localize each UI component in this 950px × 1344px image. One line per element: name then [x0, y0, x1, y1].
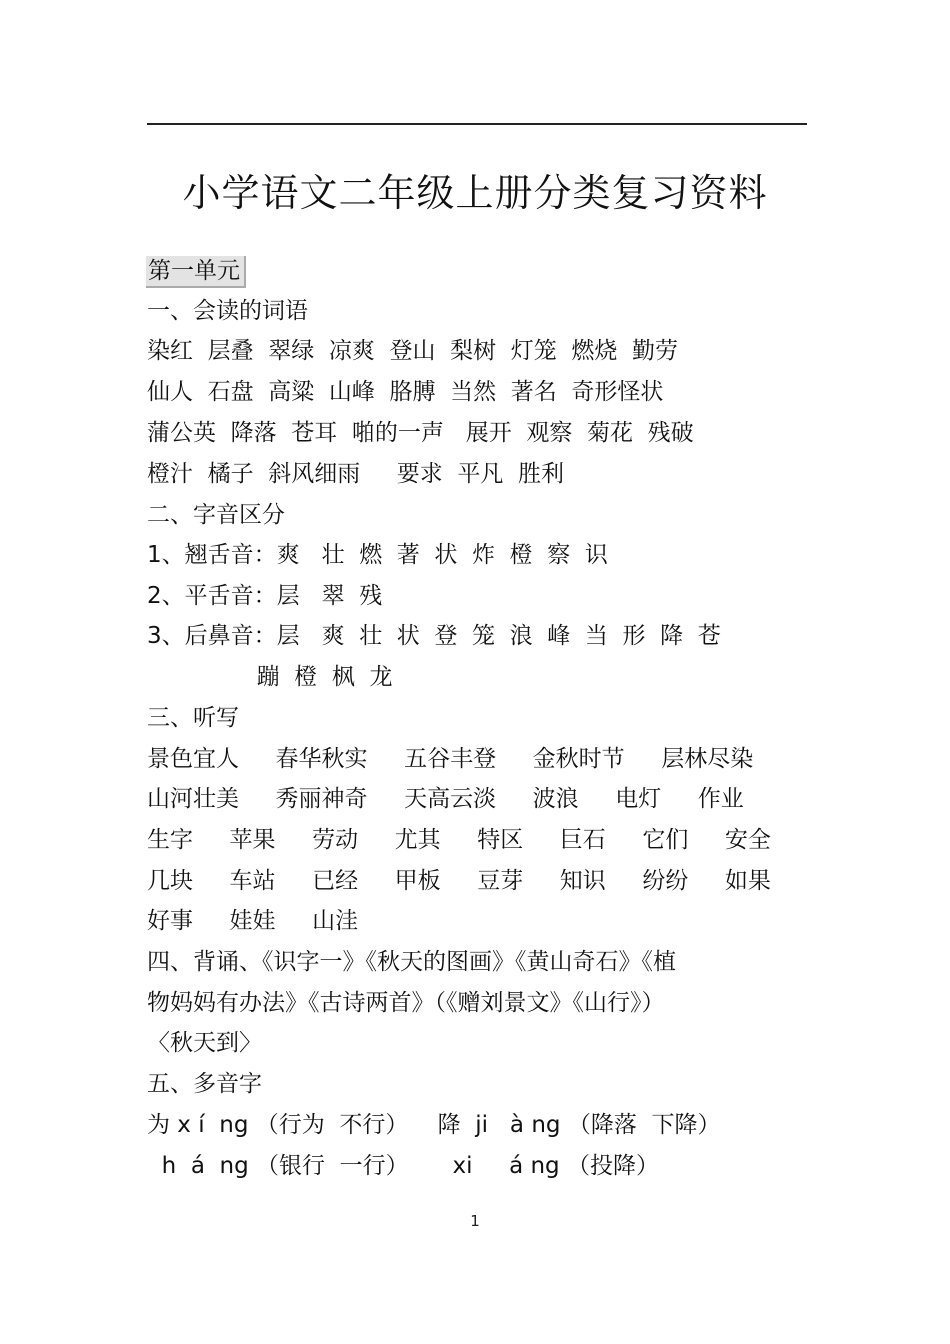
header-rule: [147, 123, 807, 125]
text-line: 染红 层叠 翠绿 凉爽 登山 梨树 灯笼 燃烧 勤劳: [147, 338, 678, 364]
text-line: 蹦 橙 枫 龙: [147, 664, 393, 690]
text-line: 生字 苹果 劳动 尤其 特区 巨石 它们 安全: [147, 827, 771, 853]
text-line: 蒲公英 降落 苍耳 啪的一声 展开 观察 菊花 残破: [147, 420, 694, 446]
text-line: 为 x í ng （行为 不行） 降 ji à ng （降落 下降）: [147, 1112, 721, 1138]
document-title: 小学语文二年级上册分类复习资料: [182, 171, 768, 215]
section-heading: 三、听写: [147, 705, 239, 731]
text-line: h á ng （银行 一行） xi á ng （投降）: [147, 1153, 659, 1179]
text-line: 2、平舌音：层 翠 残: [147, 583, 383, 609]
section-heading: 一、会读的词语: [147, 298, 308, 324]
unit-heading: 第一单元: [146, 256, 246, 288]
text-line: 仙人 石盘 高粱 山峰 胳膊 当然 著名 奇形怪状: [147, 379, 664, 405]
text-line: 1、翘舌音：爽 壮 燃 著 状 炸 橙 察 识: [147, 542, 608, 568]
section-heading: 四、背诵、《识字一》《秋天的图画》《黄山奇石》《植: [147, 949, 676, 975]
section-heading: 二、字音区分: [147, 502, 285, 528]
text-line: 〈秋天到〉: [147, 1030, 262, 1056]
text-line: 好事 娃娃 山洼: [147, 908, 359, 934]
section-heading: 五、多音字: [147, 1071, 262, 1097]
text-line: 几块 车站 已经 甲板 豆芽 知识 纷纷 如果: [147, 868, 771, 894]
text-line: 橙汁 橘子 斜风细雨 要求 平凡 胜利: [147, 461, 565, 487]
text-line: 景色宜人 春华秋实 五谷丰登 金秋时节 层林尽染: [147, 746, 754, 772]
page-number: 1: [470, 1212, 480, 1230]
text-line: 山河壮美 秀丽神奇 天高云淡 波浪 电灯 作业: [147, 786, 744, 812]
text-line: 物妈妈有办法》《古诗两首》（《赠刘景文》《山行》）: [147, 990, 665, 1016]
text-line: 3、后鼻音：层 爽 壮 状 登 笼 浪 峰 当 形 降 苍: [147, 623, 721, 649]
